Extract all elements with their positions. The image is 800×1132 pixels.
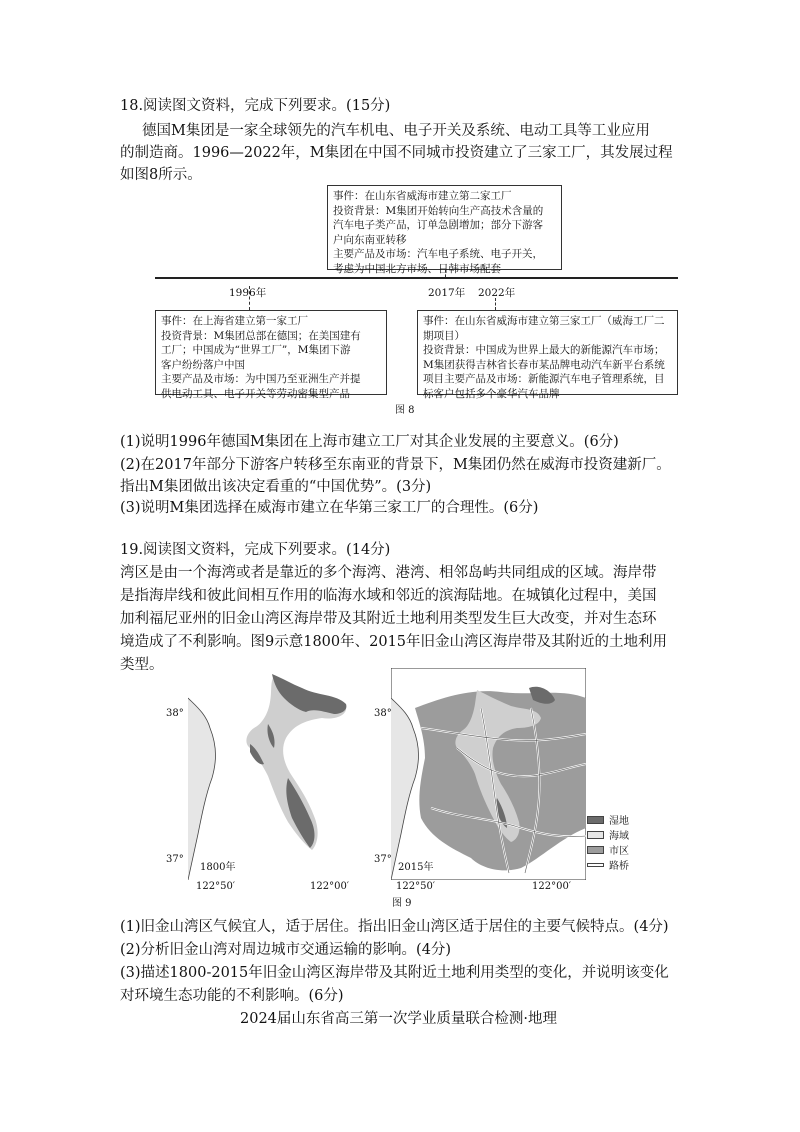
box-2022 <box>417 310 678 400</box>
connector-2022 <box>495 298 496 310</box>
q18-question-2-cont: 指出M集团做出该决定看重的“中国优势”。(3分) <box>120 479 432 495</box>
lon-right-map1: 122°00′ <box>310 881 350 892</box>
page-footer: 2024届山东省高三第一次学业质量联合检测·地理 <box>240 1011 558 1027</box>
legend-label: 市区 <box>609 846 629 857</box>
q18-question-2: (2)在2017年部分下游客户转移至东南亚的背景下，M集团仍然在威海市投资建新厂。 <box>120 457 671 473</box>
map1-year-label: 1800年 <box>200 862 236 873</box>
lon-left-map1: 122°50′ <box>196 881 236 892</box>
box-1996-line: 投资背景：M集团总部在德国；在美国建有 <box>161 329 361 342</box>
box-1996-line: 工厂；中国成为“世界工厂”，M集团下游 <box>161 344 351 356</box>
box-2017 <box>327 185 562 275</box>
box-2017-line: 事件：在山东省威海市建立第二家工厂 <box>333 190 512 202</box>
q19-question-3-cont: 对环境生态功能的不利影响。(6分) <box>120 988 344 1004</box>
q19-question-3: (3)描述1800-2015年旧金山湾区海岸带及其附近土地利用类型的变化，并说明该变化 <box>120 965 669 981</box>
legend-swatch <box>587 846 604 854</box>
box-2022-line: 项目主要产品及市场：新能源汽车电子管理系统，目 <box>423 373 665 385</box>
figure-9 <box>160 668 640 909</box>
legend <box>587 812 629 872</box>
lon-left-map2: 122°50′ <box>396 881 436 892</box>
box-1996-line: 事件：在上海省建立第一家工厂 <box>161 315 308 327</box>
legend-swatch <box>587 831 604 839</box>
legend-swatch <box>587 816 604 824</box>
box-2022-line: 事件：在山东省威海市建立第三家工厂（威海工厂二 <box>423 315 665 327</box>
q18-intro-line-2: 的制造商。1996—2022年，M集团在中国不同城市投资建立了三家工厂，其发展过程 <box>120 145 673 161</box>
legend-swatch <box>587 863 604 867</box>
map-2015 <box>391 668 586 880</box>
q19-intro-line-3: 加利福尼亚州的旧金山湾区海岸带及其附近土地利用类型发生巨大改变，并对生态环 <box>120 611 657 627</box>
timeline <box>155 277 678 279</box>
legend-label: 湿地 <box>609 816 629 827</box>
figure-8 <box>155 185 678 415</box>
lat-37-map1: 37° <box>166 854 184 865</box>
legend-label: 路桥 <box>609 861 629 872</box>
q18-intro-line-3: 如图8所示。 <box>120 167 202 183</box>
box-2022-line: 投资背景：中国成为世界上最大的新能源汽车市场； <box>423 344 665 356</box>
q18-title: 18.阅读图文资料，完成下列要求。(15分) <box>120 98 391 114</box>
box-1996-line: 供电动工具、电子开关等劳动密集型产品 <box>161 387 350 400</box>
box-2022-line: 标客户包括多个豪华汽车品牌 <box>423 387 560 400</box>
box-1996 <box>155 310 387 400</box>
legend-label: 海域 <box>609 831 629 842</box>
box-2017-line: 汽车电子类产品，订单急剧增加；部分下游客 <box>333 219 543 231</box>
box-2022-line: 期项目） <box>423 329 465 342</box>
year-2022: 2022年 <box>478 287 516 299</box>
lat-38-map1: 38° <box>166 708 184 719</box>
box-2017-line: 投资背景：M集团开始转向生产高技术含量的 <box>333 204 544 217</box>
q18-question-3: (3)说明M集团选择在威海市建立在华第三家工厂的合理性。(6分) <box>120 500 539 516</box>
legend-urban <box>587 842 629 857</box>
year-1996: 1996年 <box>229 287 267 299</box>
figure-9-caption: 图 9 <box>392 898 412 909</box>
q19-intro-line-1: 湾区是由一个海湾或者是靠近的多个海湾、港湾、相邻岛屿共同组成的区域。海岸带 <box>120 565 657 581</box>
legend-road <box>587 857 629 872</box>
q19-question-2: (2)分析旧金山湾对周边城市交通运输的影响。(4分) <box>120 942 452 958</box>
map-1800 <box>188 668 376 880</box>
box-2022-line: M集团获得吉林省长春市某品牌电动汽车新平台系统 <box>423 358 665 371</box>
q18-question-1: (1)说明1996年德国M集团在上海市建立工厂对其企业发展的主要意义。(6分) <box>120 434 619 450</box>
figure-8-caption: 图 8 <box>395 405 415 416</box>
q19-title: 19.阅读图文资料，完成下列要求。(14分) <box>120 542 391 558</box>
box-2017-line: 户向东南亚转移 <box>333 233 407 246</box>
legend-sea <box>587 827 629 842</box>
legend-wetland <box>587 812 629 827</box>
lat-37-map2: 37° <box>374 854 392 865</box>
box-1996-line: 客户纷纷落户中国 <box>161 358 245 371</box>
q19-intro-line-5: 类型。 <box>120 657 164 673</box>
lat-38-map2: 38° <box>374 708 392 719</box>
connector-2017 <box>445 270 446 277</box>
q19-intro-line-4: 境造成了不利影响。图9示意1800年、2015年旧金山湾区海岸带及其附近的土地利用 <box>120 634 668 650</box>
q18-intro-line-1: 德国M集团是一家全球领先的汽车机电、电子开关及系统、电动工具等工业应用 <box>142 123 650 139</box>
box-2017-line: 考虑为中国北方市场、日韩市场配套 <box>333 262 501 275</box>
map2-year-label: 2015年 <box>398 862 434 873</box>
year-2017: 2017年 <box>428 287 466 299</box>
connector-1996 <box>249 286 250 310</box>
lon-right-map2: 122°00′ <box>532 881 572 892</box>
box-2017-line: 主要产品及市场：汽车电子系统、电子开关， <box>333 248 543 260</box>
q19-question-1: (1)旧金山湾区气候宜人，适于居住。指出旧金山湾区适于居住的主要气候特点。(4分) <box>120 919 669 935</box>
box-1996-line: 主要产品及市场：为中国乃至亚洲生产并提 <box>161 373 361 385</box>
q19-intro-line-2: 是指海岸线和彼此间相互作用的临海水域和邻近的滨海陆地。在城镇化过程中，美国 <box>120 588 657 604</box>
